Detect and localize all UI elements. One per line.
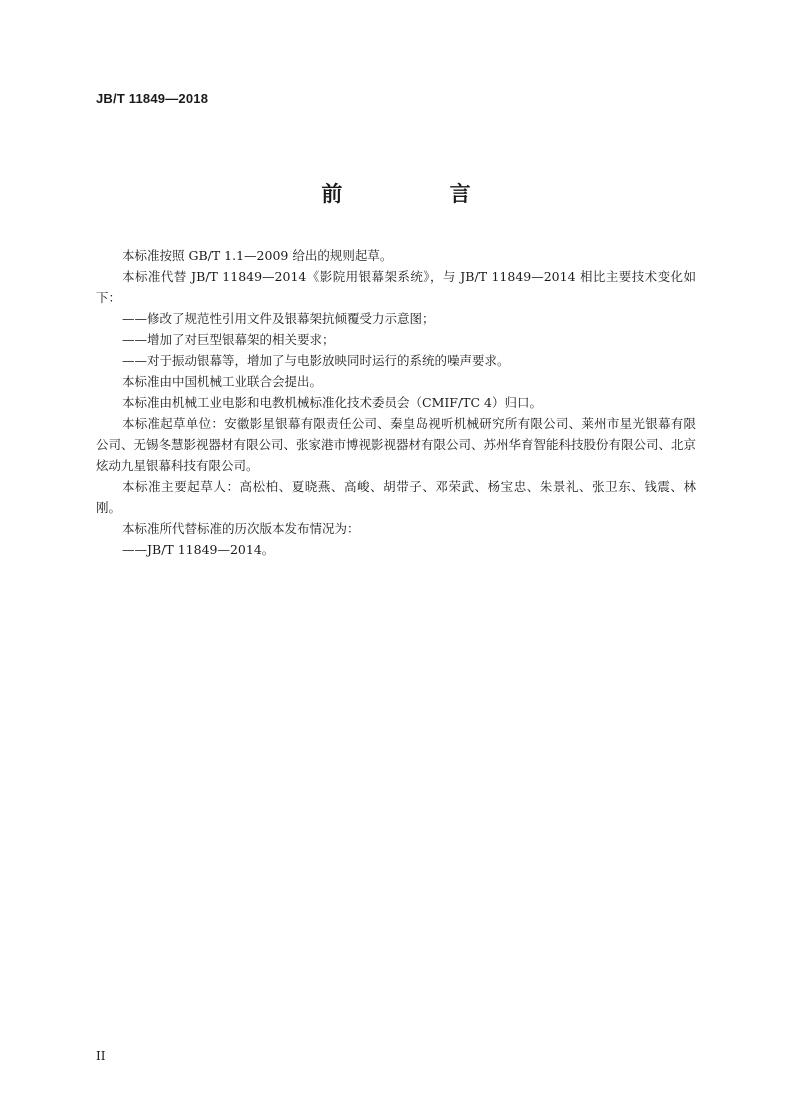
paragraph-previous-editions: 本标准所代替标准的历次版本发布情况为： bbox=[122, 521, 360, 536]
paragraph-proposed-by: 本标准由中国机械工业联合会提出。 bbox=[122, 374, 323, 389]
page-title: 前 言 bbox=[321, 182, 521, 206]
paragraph-drafting-rules: 本标准按照 GB/T 1.1—2009 给出的规则起草。 bbox=[122, 248, 393, 263]
paragraph-drafters: 本标准主要起草人：高松柏、夏晓燕、高峻、胡带子、邓荣武、杨宝忠、朱景礼、张卫东、钱震、林刚。 bbox=[96, 479, 696, 515]
paragraph-replacement: 本标准代替 JB/T 11849—2014《影院用银幕架系统》，与 JB/T 11849—2014 相比主要技术变化如下： bbox=[96, 269, 696, 305]
previous-edition-item: ——JB/T 11849—2014。 bbox=[122, 542, 275, 557]
paragraph-centralized-by: 本标准由机械工业电影和电教机械标准化技术委员会（CMIF/TC 4）归口。 bbox=[122, 395, 543, 410]
foreword-body bbox=[96, 245, 696, 560]
change-item-giant-screen: ——增加了对巨型银幕架的相关要求； bbox=[122, 332, 335, 347]
change-item-noise: ——对于振动银幕等，增加了与电影放映同时运行的系统的噪声要求。 bbox=[122, 353, 510, 368]
change-item-references: ——修改了规范性引用文件及银幕架抗倾覆受力示意图； bbox=[122, 311, 435, 326]
page-number: II bbox=[96, 1049, 106, 1063]
standard-code-header: JB/T 11849—2018 bbox=[96, 91, 209, 106]
paragraph-drafting-units: 本标准起草单位：安徽影星银幕有限责任公司、秦皇岛视听机械研究所有限公司、莱州市星光银幕有限公司、无锡冬慧影视器材有限公司、张家港市博视影视器材有限公司、苏州华育智能科技股份有限公司、北京炫动九星银幕科技有限公司。 bbox=[96, 416, 697, 473]
